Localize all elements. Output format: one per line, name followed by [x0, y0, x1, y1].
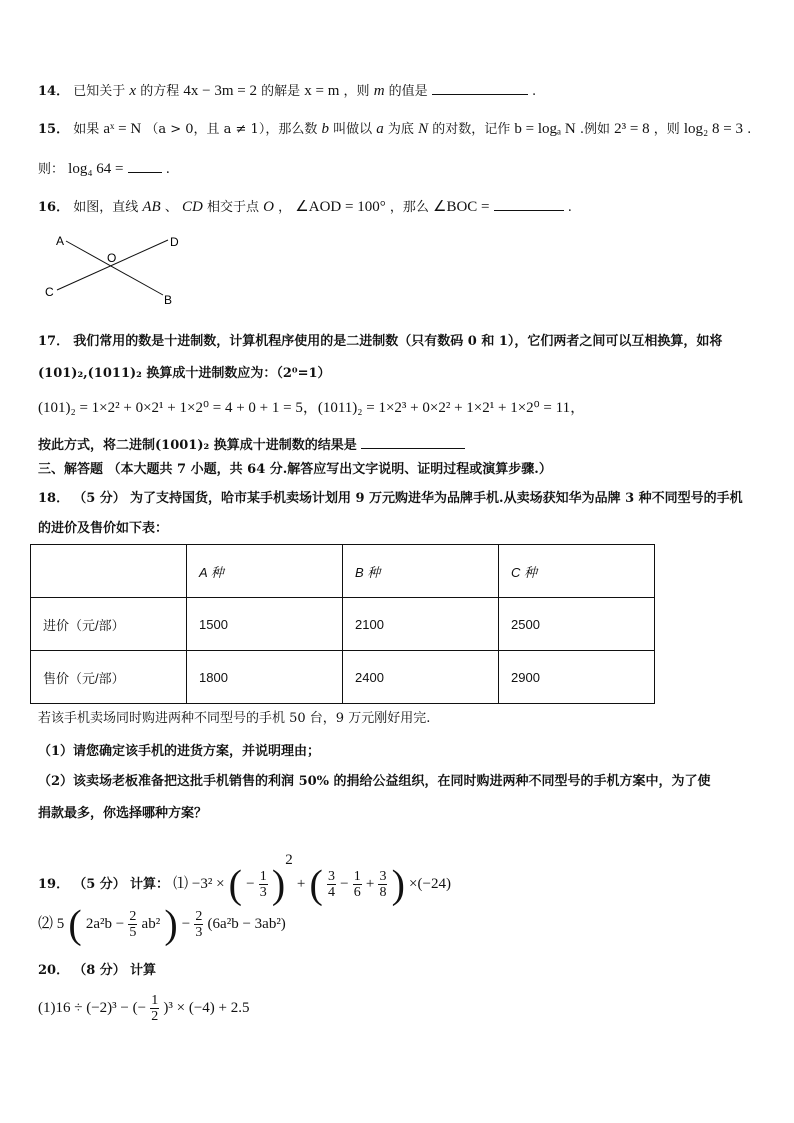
- paren-open: (: [309, 861, 323, 907]
- q16-number: 16．: [38, 200, 70, 215]
- label-C: C: [45, 285, 54, 299]
- label-D: D: [170, 235, 179, 249]
- q16-period: .: [567, 200, 572, 215]
- q20-number: 20．: [38, 963, 70, 978]
- q20-score: （8 分）: [73, 963, 126, 978]
- q15-var-b: b: [321, 121, 329, 137]
- q19-number: 19．: [38, 877, 70, 892]
- q16-line-CD: CD: [182, 199, 203, 215]
- question-18: [38, 490, 743, 508]
- q16-point-O: O: [263, 199, 274, 215]
- q16-text-4: ，那么: [389, 200, 429, 215]
- question-19: 19． （5 分） 计算： ⑴ −3² × ( − $\frac{1}{3}$ )$^2$ + ( $\frac{3}{4}$ − $\frac{1}{6}$ + $\frac{3}{8}$ ) ×(−24): [38, 852, 451, 907]
- table-cell: 2400: [343, 651, 499, 704]
- q15-number: 15．: [38, 122, 70, 137]
- fraction: $\frac{2}{3}$: [195, 909, 203, 940]
- table-cell: 2900: [499, 651, 655, 704]
- q20-part-1: [38, 990, 250, 1027]
- q15-example-1: 2³ = 8: [614, 121, 650, 137]
- q14-equation: 4x − 3m = 2: [183, 83, 257, 99]
- fraction: $\frac{1}{6}$: [353, 869, 361, 900]
- table-row: [31, 598, 655, 651]
- label-A: A: [56, 234, 65, 248]
- fraction: $\frac{1}{2}$: [151, 993, 159, 1024]
- fraction: $\frac{3}{4}$: [327, 869, 335, 900]
- q17-example: (101)₂ = 1×2² + 0×2¹ + 1×2⁰ = 4 + 0 + 1 = 5，(1011)₂ = 1×2³ + 0×2² + 1×2¹ + 1×2⁰ = 11，: [38, 400, 586, 416]
- label-O: O: [107, 251, 117, 265]
- q14-text-2: 的方程: [140, 84, 180, 99]
- q18-subquestion-2: （2）该卖场老板准备把这批手机销售的利润 50% 的捐给公益组织，在同时购进两种不同型号的手机方案中，为了使: [38, 774, 711, 789]
- question-16: [38, 198, 572, 217]
- line-CD: [57, 240, 168, 290]
- table-header-cell: A 种: [187, 545, 343, 598]
- q16-text-3: ，: [278, 200, 292, 215]
- q18-condition: 若该手机卖场同时购进两种不同型号的手机 50 台，9 万元刚好用完.: [38, 711, 431, 726]
- fraction: $\frac{2}{5}$: [129, 909, 137, 940]
- q20-label: 计算: [129, 963, 156, 978]
- q15-expr-2: b = logₐ N: [514, 121, 576, 137]
- q16-text-2: 相交于点: [207, 200, 260, 215]
- q14-answer-blank[interactable]: [432, 82, 528, 95]
- table-cell: 进价（元/部）: [31, 598, 187, 651]
- q14-text-5: 的值是: [388, 84, 428, 99]
- question-15-line-2: [38, 160, 170, 179]
- table-row: [31, 651, 655, 704]
- q18-text-2: 的进价及售价如下表：: [38, 521, 169, 536]
- q14-var-x: x: [129, 83, 137, 99]
- q19-score: （5 分）: [73, 877, 126, 892]
- section-3-heading: 三、解答题 （本大题共 7 小题，共 64 分.解答应写出文字说明、证明过程或演算步骤.）: [38, 462, 552, 477]
- question-15: [38, 120, 751, 139]
- q15-var-N: N: [418, 121, 429, 137]
- q15-expr-1: aˣ = N: [103, 121, 142, 137]
- q17-question: [38, 436, 465, 455]
- q17-text-1: 我们常用的数是十进制数，计算机程序使用的是二进制数（只有数码 0 和 1），它们两者之间可以互相换算，如将: [73, 334, 723, 349]
- q14-solution: x = m: [304, 83, 340, 99]
- q20-part1-expr: (1)16 ÷ (−2)³ − (−: [38, 1000, 147, 1016]
- q16-line-AB: AB: [142, 199, 161, 215]
- q18-score: （5 分）: [73, 491, 126, 506]
- q15-text-3: 为底: [387, 122, 414, 137]
- q16-sep: 、: [164, 200, 178, 215]
- q18-subquestion-2-cont: 捐款最多，你选择哪种方案？: [38, 806, 208, 821]
- price-table: [30, 544, 655, 704]
- q15-condition: （a > 0，且 a ≠ 1），那么数: [145, 122, 318, 137]
- paren-open: (: [228, 861, 242, 907]
- q17-answer-blank[interactable]: [361, 436, 465, 449]
- q18-subquestion-1: （1）请您确定该手机的进货方案，并说明理由；: [38, 744, 321, 759]
- q15-text-5: .例如: [579, 122, 610, 137]
- table-header-cell: [31, 545, 187, 598]
- q14-var-m: m: [373, 83, 385, 99]
- table-cell: 2100: [343, 598, 499, 651]
- q15-text-4: 的对数，记作: [432, 122, 511, 137]
- table-header-cell: B 种: [343, 545, 499, 598]
- q16-angle-given: ∠AOD = 100°: [295, 199, 386, 215]
- q17-number: 17．: [38, 334, 70, 349]
- q15-example-2: log₂ 8 = 3: [683, 121, 743, 137]
- question-17: [38, 333, 722, 351]
- q14-period: .: [531, 84, 537, 99]
- intersecting-lines-diagram: [40, 228, 190, 310]
- table-header-cell: C 种: [499, 545, 655, 598]
- label-B: B: [164, 293, 173, 307]
- paren-close: ): [391, 861, 405, 907]
- q17-text-4: 按此方式，将二进制(1001)₂ 换算成十进制数的结果是: [38, 438, 357, 453]
- table-cell: 售价（元/部）: [31, 651, 187, 704]
- question-14: [38, 82, 536, 101]
- q15-var-a: a: [376, 121, 384, 137]
- q19-label: 计算：: [129, 877, 169, 892]
- q15-text-2: 叫做以: [333, 122, 373, 137]
- q19-part2-expr: ⑵ 5: [38, 916, 65, 932]
- q15-answer-blank[interactable]: [128, 160, 162, 173]
- q20-part1-expr-tail: )³ × (−4) + 2.5: [163, 1000, 250, 1016]
- q15-end: .: [165, 162, 170, 177]
- table-cell: 1800: [187, 651, 343, 704]
- table-cell: 1500: [187, 598, 343, 651]
- q14-number: 14．: [38, 84, 70, 99]
- fraction: $\frac{3}{8}$: [379, 869, 387, 900]
- q16-answer-blank[interactable]: [494, 198, 564, 211]
- q16-text-1: 如图，直线: [73, 200, 139, 215]
- q14-text-3: 的解是: [261, 84, 301, 99]
- q16-angle-asked: ∠BOC =: [433, 199, 490, 215]
- q15-text-6: ，则: [653, 122, 680, 137]
- fraction: $\frac{1}{3}$: [259, 869, 267, 900]
- paren-open: (: [68, 901, 82, 947]
- table-cell: 2500: [499, 598, 655, 651]
- paren-close: ): [271, 861, 286, 907]
- q14-text-4: ，则: [343, 84, 370, 99]
- q15-text-1: 如果: [73, 122, 100, 137]
- question-20: [38, 962, 156, 980]
- q15-question-expr: log₄ 64 =: [68, 161, 124, 177]
- q14-text-1: 已知关于: [73, 84, 126, 99]
- table-header-row: [31, 545, 655, 598]
- q18-text-1: 为了支持国货，哈市某手机卖场计划用 9 万元购进华为品牌手机.从卖场获知华为品牌 3 种不同型号的手机: [129, 491, 743, 506]
- q19-part-2: ⑵ 5 ( 2a²b − $\frac{2}{5}$ ab² ) − $\frac{2}{3}$ (6a²b − 3ab²): [38, 901, 286, 947]
- paren-close: ): [164, 901, 178, 947]
- q15-period: .: [747, 122, 752, 137]
- q19-part1-expr: ⑴ −3² ×: [173, 876, 225, 892]
- q15-then: 则：: [38, 162, 65, 177]
- q18-number: 18．: [38, 491, 70, 506]
- q17-text-2: (101)₂,(1011)₂ 换算成十进制数应为：（2⁰=1）: [38, 366, 331, 381]
- q19-minus: −: [181, 916, 191, 932]
